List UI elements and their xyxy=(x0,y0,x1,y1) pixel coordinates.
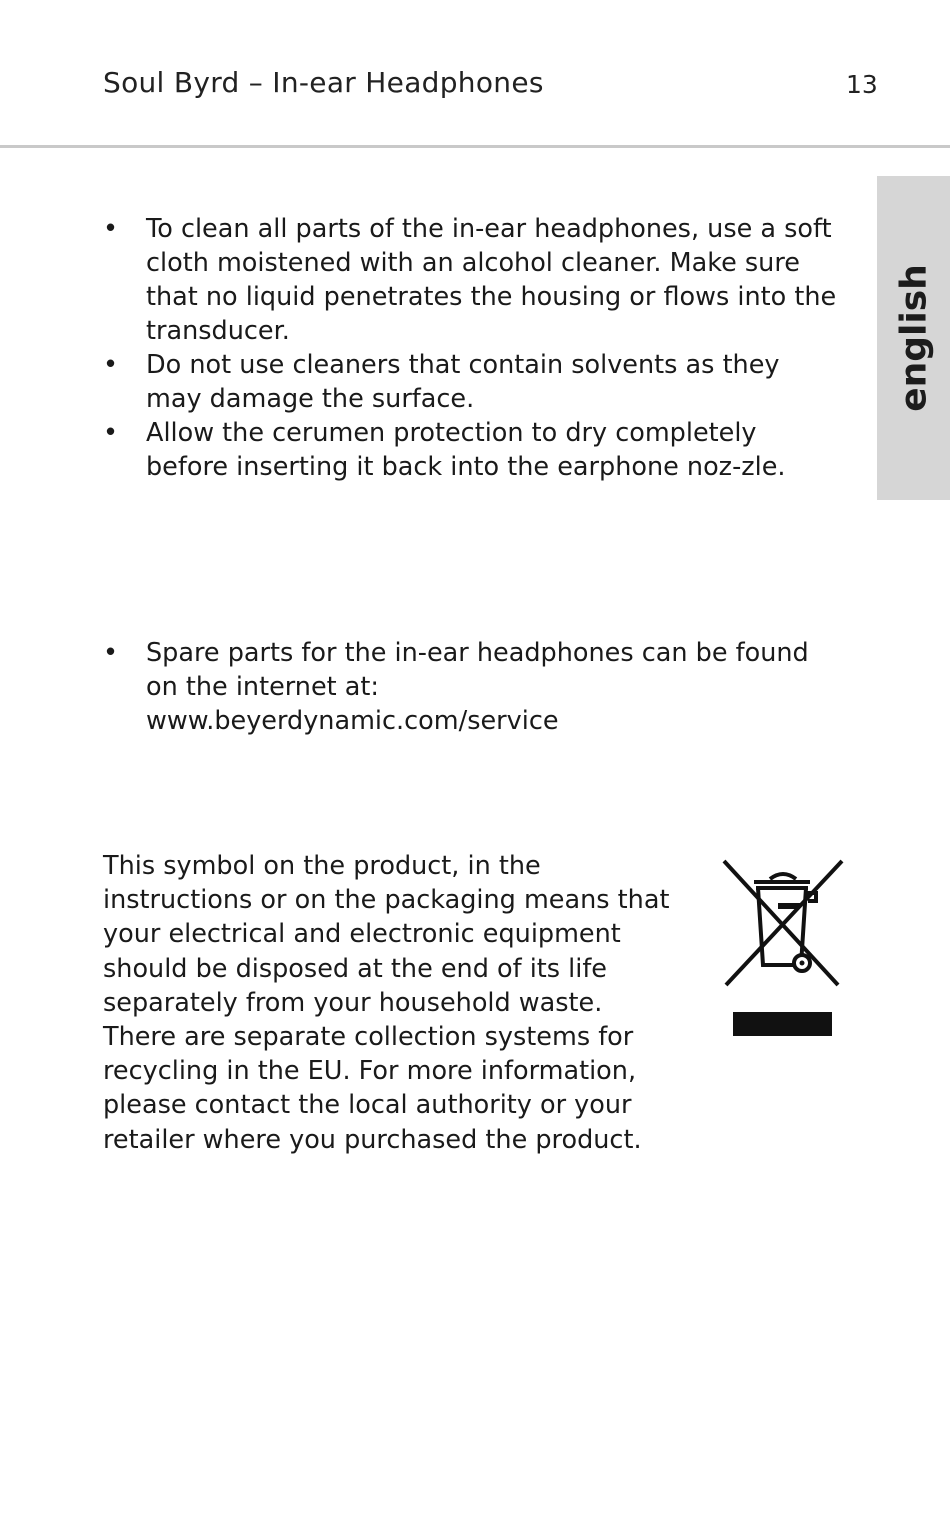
page-number: 13 xyxy=(846,70,878,99)
list-item-text: To clean all parts of the in-ear headphones, use a soft cloth moistened with an alcohol cleaner. Make sure that no liquid penetrates the housing or flows into the transducer. xyxy=(146,214,837,346)
spare-parts-list xyxy=(103,636,843,738)
header-divider xyxy=(0,145,950,148)
list-item-text: Do not use cleaners that contain solvents as they may damage the surface. xyxy=(146,350,780,414)
list-item xyxy=(103,636,843,738)
language-tab-label: english xyxy=(893,264,934,412)
disposal-paragraph: This symbol on the product, in the instructions or on the packaging means that your electrical and electronic equipment should be disposed at the end of its life separately from your household waste. There are separate collection systems for recycling in the EU. For more information, please contact the local authority or your retailer where you purchased the product. xyxy=(103,851,670,1155)
list-item xyxy=(103,416,843,484)
bullet-icon: • xyxy=(103,350,119,380)
weee-crossed-bin-icon xyxy=(718,855,848,1040)
list-item-text: Allow the cerumen protection to dry completely before inserting it back into the earphone noz-zle. xyxy=(146,418,786,482)
bullet-icon: • xyxy=(103,638,119,668)
header-title: Soul Byrd – In-ear Headphones xyxy=(103,66,544,99)
bullet-icon: • xyxy=(103,214,119,244)
cleaning-instructions-list xyxy=(103,212,843,484)
bullet-icon: • xyxy=(103,418,119,448)
language-tab xyxy=(877,176,950,500)
list-item xyxy=(103,348,843,416)
service-url: www.beyerdynamic.com/service xyxy=(146,706,559,736)
list-item xyxy=(103,212,843,348)
spare-parts-text: Spare parts for the in-ear headphones can be found on the internet at: xyxy=(146,638,809,702)
